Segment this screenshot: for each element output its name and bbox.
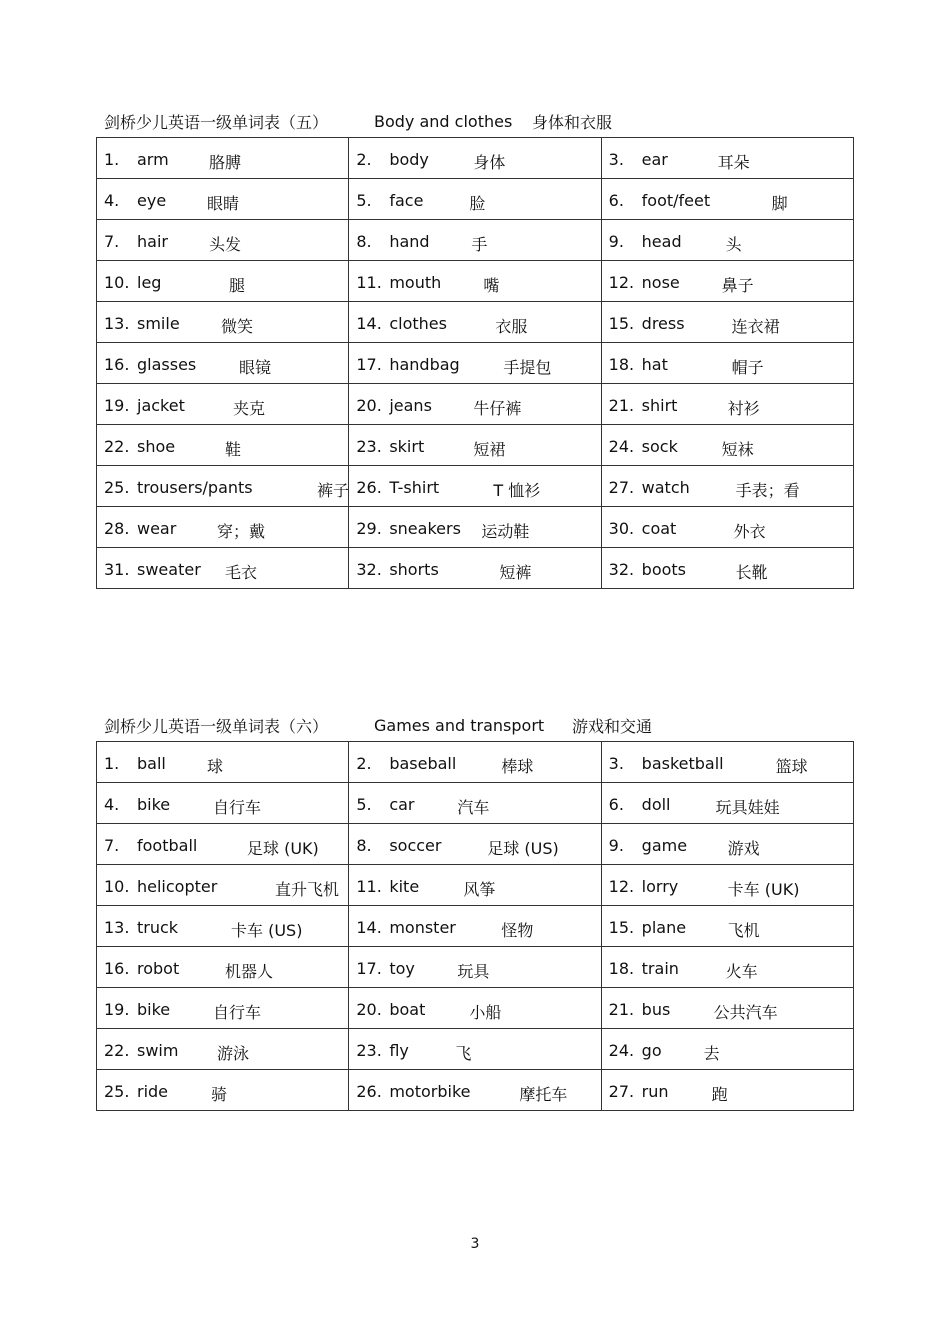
chinese-translation: 运动鞋 xyxy=(481,522,530,541)
chinese-translation: 自行车 xyxy=(213,1003,262,1022)
chinese-translation: 手表；看 xyxy=(735,481,800,500)
english-word: sneakers xyxy=(389,519,461,538)
item-number: 3. xyxy=(608,754,624,773)
english-word: foot/feet xyxy=(641,191,711,210)
vocab-cell xyxy=(349,179,601,220)
vocab-cell xyxy=(349,220,601,261)
english-word: basketball xyxy=(641,754,724,773)
item-number: 24. xyxy=(608,1041,635,1060)
english-word: skirt xyxy=(389,437,425,456)
table-row xyxy=(97,138,854,179)
table-row xyxy=(97,466,854,507)
item-number: 21. xyxy=(608,1000,635,1019)
chinese-translation: 风筝 xyxy=(463,880,496,899)
chinese-translation: 火车 xyxy=(725,962,758,981)
vocab-cell xyxy=(601,947,853,988)
chinese-translation: 短裤 xyxy=(499,563,532,582)
english-word: go xyxy=(641,1041,662,1060)
vocab-cell xyxy=(97,425,349,466)
english-word: fly xyxy=(389,1041,409,1060)
vocab-cell xyxy=(601,507,853,548)
table-row xyxy=(97,548,854,589)
vocab-cell xyxy=(349,302,601,343)
vocab-cell xyxy=(97,1029,349,1070)
chinese-translation: 手 xyxy=(471,235,488,254)
vocab-cell xyxy=(349,548,601,589)
item-number: 3. xyxy=(608,150,624,169)
chinese-translation: 去 xyxy=(703,1044,720,1063)
chinese-translation: 汽车 xyxy=(457,798,490,817)
item-number: 12. xyxy=(608,877,635,896)
vocab-cell xyxy=(97,742,349,783)
vocab-cell xyxy=(601,824,853,865)
vocab-cell xyxy=(349,138,601,179)
vocab-cell xyxy=(601,179,853,220)
chinese-translation: 连衣裙 xyxy=(731,317,780,336)
chinese-translation: 棒球 xyxy=(501,757,534,776)
vocab-cell xyxy=(349,1029,601,1070)
item-number: 25. xyxy=(104,478,130,497)
table-row xyxy=(97,1070,854,1111)
english-word: shorts xyxy=(389,560,439,579)
item-number: 8. xyxy=(356,836,372,855)
english-word: eye xyxy=(137,191,167,210)
english-word: leg xyxy=(137,273,162,292)
vocab-cell xyxy=(97,1070,349,1111)
chinese-translation: 夹克 xyxy=(233,399,266,418)
item-number: 4. xyxy=(104,795,120,814)
table-row xyxy=(97,384,854,425)
vocab-cell xyxy=(349,466,601,507)
vocab-cell xyxy=(601,906,853,947)
section-2-title-zh: 剑桥少儿英语一级单词表（六） xyxy=(104,716,329,736)
vocab-cell xyxy=(349,988,601,1029)
item-number: 4. xyxy=(104,191,120,210)
english-word: shoe xyxy=(137,437,176,456)
vocab-cell xyxy=(349,343,601,384)
english-word: truck xyxy=(137,918,179,937)
item-number: 12. xyxy=(608,273,635,292)
chinese-translation: 球 xyxy=(207,757,224,776)
vocab-cell xyxy=(97,302,349,343)
item-number: 26. xyxy=(356,478,382,497)
english-word: shirt xyxy=(641,396,678,415)
vocab-cell xyxy=(601,783,853,824)
english-word: bike xyxy=(137,1000,171,1019)
vocab-cell xyxy=(601,865,853,906)
section-2-title-zh2: 游戏和交通 xyxy=(572,716,653,736)
item-number: 29. xyxy=(356,519,382,538)
item-number: 14. xyxy=(356,918,382,937)
chinese-translation: 手提包 xyxy=(503,358,552,377)
item-number: 2. xyxy=(356,150,372,169)
chinese-translation: 裤子 xyxy=(317,481,350,500)
item-number: 17. xyxy=(356,355,382,374)
vocab-cell xyxy=(349,384,601,425)
table-row xyxy=(97,1029,854,1070)
item-number: 18. xyxy=(608,355,635,374)
item-number: 32. xyxy=(356,560,382,579)
chinese-translation: 玩具 xyxy=(457,962,490,981)
item-number: 19. xyxy=(104,396,130,415)
vocab-cell xyxy=(601,1070,853,1111)
chinese-translation: 骑 xyxy=(211,1085,228,1104)
english-word: clothes xyxy=(389,314,447,333)
chinese-translation: 眼镜 xyxy=(239,358,272,377)
english-word: sweater xyxy=(137,560,201,579)
chinese-translation: 飞 xyxy=(455,1044,472,1063)
english-word: coat xyxy=(641,519,677,538)
english-word: boat xyxy=(389,1000,426,1019)
item-number: 8. xyxy=(356,232,372,251)
chinese-translation: 怪物 xyxy=(501,921,534,940)
english-word: run xyxy=(641,1082,669,1101)
section-1-title-en: Body and clothes xyxy=(374,111,513,131)
vocab-cell xyxy=(349,742,601,783)
vocab-cell xyxy=(97,466,349,507)
chinese-translation: 衬衫 xyxy=(727,399,760,418)
english-word: smile xyxy=(137,314,180,333)
chinese-translation: 短裙 xyxy=(473,440,506,459)
english-word: toy xyxy=(389,959,415,978)
vocab-cell xyxy=(349,425,601,466)
chinese-translation: 玩具娃娃 xyxy=(715,798,780,817)
item-number: 6. xyxy=(608,795,624,814)
item-number: 2. xyxy=(356,754,372,773)
english-word: T-shirt xyxy=(389,478,440,497)
item-number: 16. xyxy=(104,959,130,978)
english-word: dress xyxy=(641,314,685,333)
section-2-title-en: Games and transport xyxy=(374,715,545,735)
page-number: 3 xyxy=(470,1236,480,1252)
section-1-title-zh: 剑桥少儿英语一级单词表（五） xyxy=(104,112,329,132)
vocab-cell xyxy=(601,261,853,302)
vocab-cell xyxy=(97,947,349,988)
english-word: trousers/pants xyxy=(137,478,253,497)
chinese-translation: 摩托车 xyxy=(519,1085,568,1104)
item-number: 10. xyxy=(104,877,130,896)
chinese-translation: 游泳 xyxy=(217,1044,250,1063)
vocab-cell xyxy=(349,947,601,988)
chinese-translation: 耳朵 xyxy=(717,153,750,172)
chinese-translation: 直升飞机 xyxy=(275,880,340,899)
item-number: 16. xyxy=(104,355,130,374)
vocab-cell xyxy=(601,220,853,261)
english-word: hair xyxy=(137,232,168,251)
chinese-translation: 眼睛 xyxy=(207,194,240,213)
vocab-cell xyxy=(601,425,853,466)
item-number: 13. xyxy=(104,918,130,937)
vocab-cell xyxy=(97,220,349,261)
item-number: 19. xyxy=(104,1000,130,1019)
english-word: face xyxy=(389,191,424,210)
item-number: 23. xyxy=(356,1041,382,1060)
english-word: game xyxy=(641,836,688,855)
english-word: jeans xyxy=(389,396,432,415)
vocab-cell xyxy=(97,384,349,425)
vocab-cell xyxy=(601,466,853,507)
chinese-translation: 短袜 xyxy=(721,440,754,459)
vocab-cell xyxy=(97,179,349,220)
english-word: sock xyxy=(641,437,678,456)
item-number: 7. xyxy=(104,836,120,855)
table-row xyxy=(97,261,854,302)
english-word: head xyxy=(641,232,682,251)
chinese-translation: 头发 xyxy=(209,235,242,254)
vocab-cell xyxy=(349,261,601,302)
english-word: football xyxy=(137,836,198,855)
item-number: 1. xyxy=(104,754,120,773)
item-number: 7. xyxy=(104,232,120,251)
item-number: 10. xyxy=(104,273,130,292)
chinese-translation: 毛衣 xyxy=(225,563,258,582)
item-number: 1. xyxy=(104,150,120,169)
chinese-translation: 胳膊 xyxy=(209,153,242,172)
chinese-translation: 公共汽车 xyxy=(713,1003,778,1022)
table-row xyxy=(97,865,854,906)
item-number: 31. xyxy=(104,560,130,579)
vocab-cell xyxy=(601,302,853,343)
english-word: handbag xyxy=(389,355,460,374)
english-word: ball xyxy=(137,754,166,773)
vocab-cell xyxy=(97,261,349,302)
vocab-cell xyxy=(349,824,601,865)
chinese-translation: 牛仔裤 xyxy=(473,399,522,418)
chinese-translation: 长靴 xyxy=(735,563,768,582)
chinese-translation: 脸 xyxy=(469,194,486,213)
section-1-title xyxy=(104,110,613,132)
table-row xyxy=(97,906,854,947)
english-word: glasses xyxy=(137,355,197,374)
chinese-translation: 飞机 xyxy=(727,921,760,940)
english-word: boots xyxy=(641,560,686,579)
vocab-cell xyxy=(601,742,853,783)
english-word: kite xyxy=(389,877,420,896)
item-number: 24. xyxy=(608,437,635,456)
vocab-cell xyxy=(97,507,349,548)
english-word: hat xyxy=(641,355,668,374)
item-number: 5. xyxy=(356,795,372,814)
item-number: 20. xyxy=(356,1000,382,1019)
vocab-cell xyxy=(97,548,349,589)
table-row xyxy=(97,179,854,220)
chinese-translation: 脚 xyxy=(771,194,788,213)
table-row xyxy=(97,507,854,548)
english-word: soccer xyxy=(389,836,442,855)
vocab-cell xyxy=(601,384,853,425)
chinese-translation: T 恤衫 xyxy=(493,481,541,500)
chinese-translation: 衣服 xyxy=(495,317,528,336)
chinese-translation: 鞋 xyxy=(225,440,242,459)
chinese-translation: 篮球 xyxy=(775,757,808,776)
vocab-cell xyxy=(349,783,601,824)
chinese-translation: 身体 xyxy=(473,153,506,172)
vocab-cell xyxy=(601,548,853,589)
vocab-cell xyxy=(349,1070,601,1111)
vocab-cell xyxy=(97,865,349,906)
vocab-cell xyxy=(97,343,349,384)
table-row xyxy=(97,343,854,384)
english-word: swim xyxy=(137,1041,179,1060)
chinese-translation: 自行车 xyxy=(213,798,262,817)
item-number: 5. xyxy=(356,191,372,210)
english-word: robot xyxy=(137,959,180,978)
chinese-translation: 嘴 xyxy=(483,276,500,295)
item-number: 11. xyxy=(356,273,382,292)
item-number: 22. xyxy=(104,437,130,456)
chinese-translation: 微笑 xyxy=(221,317,254,336)
english-word: mouth xyxy=(389,273,442,292)
vocab-cell xyxy=(97,138,349,179)
english-word: plane xyxy=(641,918,687,937)
chinese-translation: 外衣 xyxy=(733,522,766,541)
item-number: 21. xyxy=(608,396,635,415)
english-word: ride xyxy=(137,1082,169,1101)
english-word: helicopter xyxy=(137,877,218,896)
table-row xyxy=(97,783,854,824)
item-number: 27. xyxy=(608,478,635,497)
item-number: 17. xyxy=(356,959,382,978)
table-row xyxy=(97,425,854,466)
chinese-translation: 帽子 xyxy=(731,358,764,377)
vocab-cell xyxy=(601,343,853,384)
english-word: motorbike xyxy=(389,1082,471,1101)
item-number: 30. xyxy=(608,519,635,538)
vocab-cell xyxy=(601,988,853,1029)
item-number: 28. xyxy=(104,519,130,538)
english-word: lorry xyxy=(641,877,679,896)
table-row xyxy=(97,302,854,343)
chinese-translation: 游戏 xyxy=(727,839,760,858)
vocab-cell xyxy=(601,138,853,179)
chinese-translation: 卡车 (UK) xyxy=(727,880,800,899)
english-word: ear xyxy=(641,150,668,169)
item-number: 18. xyxy=(608,959,635,978)
vocab-table-games-transport xyxy=(96,741,854,1111)
english-word: jacket xyxy=(137,396,185,415)
chinese-translation: 小船 xyxy=(469,1003,502,1022)
section-2-title xyxy=(104,714,653,736)
english-word: monster xyxy=(389,918,456,937)
english-word: doll xyxy=(641,795,671,814)
chinese-translation: 足球 (UK) xyxy=(247,839,319,858)
item-number: 13. xyxy=(104,314,130,333)
item-number: 9. xyxy=(608,836,624,855)
chinese-translation: 腿 xyxy=(229,276,246,295)
item-number: 25. xyxy=(104,1082,130,1101)
chinese-translation: 机器人 xyxy=(225,962,274,981)
item-number: 20. xyxy=(356,396,382,415)
chinese-translation: 鼻子 xyxy=(721,276,754,295)
item-number: 11. xyxy=(356,877,382,896)
item-number: 15. xyxy=(608,918,635,937)
vocab-table-body-clothes xyxy=(96,137,854,589)
vocab-cell xyxy=(97,906,349,947)
english-word: bus xyxy=(641,1000,671,1019)
english-word: arm xyxy=(137,150,169,169)
english-word: watch xyxy=(641,478,690,497)
chinese-translation: 穿；戴 xyxy=(217,522,266,541)
table-row xyxy=(97,947,854,988)
english-word: body xyxy=(389,150,429,169)
english-word: hand xyxy=(389,232,430,251)
table-row xyxy=(97,742,854,783)
table-row xyxy=(97,220,854,261)
item-number: 27. xyxy=(608,1082,635,1101)
chinese-translation: 头 xyxy=(725,235,742,254)
vocab-cell xyxy=(349,906,601,947)
table-row xyxy=(97,988,854,1029)
item-number: 14. xyxy=(356,314,382,333)
table-row xyxy=(97,824,854,865)
vocab-cell xyxy=(349,507,601,548)
item-number: 26. xyxy=(356,1082,382,1101)
vocab-cell xyxy=(601,1029,853,1070)
english-word: wear xyxy=(137,519,177,538)
english-word: bike xyxy=(137,795,171,814)
chinese-translation: 足球 (US) xyxy=(487,839,559,858)
item-number: 22. xyxy=(104,1041,130,1060)
item-number: 23. xyxy=(356,437,382,456)
item-number: 9. xyxy=(608,232,624,251)
vocab-cell xyxy=(97,783,349,824)
english-word: train xyxy=(641,959,679,978)
english-word: baseball xyxy=(389,754,457,773)
item-number: 6. xyxy=(608,191,624,210)
english-word: car xyxy=(389,795,415,814)
section-1-title-zh2: 身体和衣服 xyxy=(532,112,613,132)
item-number: 32. xyxy=(608,560,635,579)
item-number: 15. xyxy=(608,314,635,333)
vocab-cell xyxy=(97,988,349,1029)
vocab-cell xyxy=(349,865,601,906)
chinese-translation: 跑 xyxy=(711,1085,728,1104)
vocab-cell xyxy=(97,824,349,865)
chinese-translation: 卡车 (US) xyxy=(231,921,303,940)
english-word: nose xyxy=(641,273,680,292)
